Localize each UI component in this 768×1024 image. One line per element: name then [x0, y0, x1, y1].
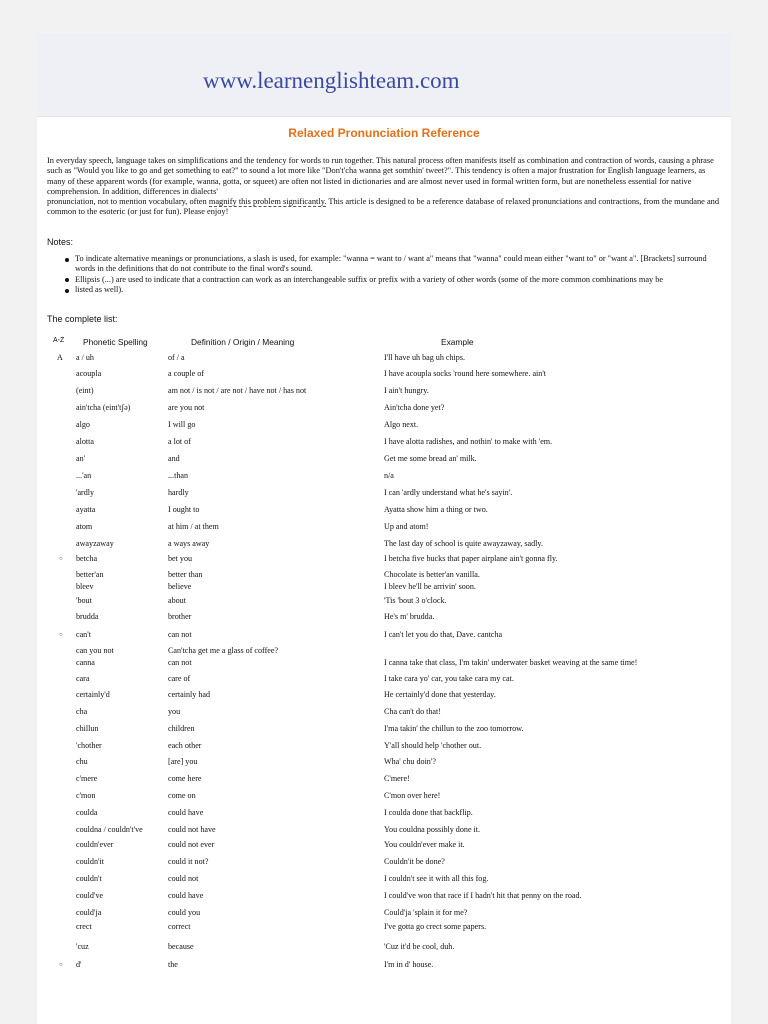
- definition-cell: care of: [168, 674, 191, 683]
- table-row: [37, 353, 731, 365]
- definition-cell: better than: [168, 570, 203, 579]
- table-row: [37, 488, 731, 500]
- definition-cell: believe: [168, 582, 192, 591]
- phonetic-cell: cara: [76, 674, 90, 683]
- table-row: [37, 522, 731, 534]
- row-letter-marker: A: [57, 353, 63, 362]
- example-cell: I have acoupla socks 'round here somewhere. ain't: [384, 369, 547, 378]
- definition-cell: could have: [168, 891, 204, 900]
- phonetic-cell: ayatta: [76, 505, 96, 514]
- phonetic-cell: c'mere: [76, 774, 98, 783]
- table-row: [37, 791, 731, 803]
- table-row: [37, 369, 731, 381]
- phonetic-cell: (eint): [76, 386, 94, 395]
- phonetic-cell: crect: [76, 922, 92, 931]
- example-cell: I bleev he'll be arrivin' soon.: [384, 582, 476, 591]
- definition-cell: am not / is not / are not / have not / has not: [168, 386, 307, 395]
- example-cell: Up and atom!: [384, 522, 429, 531]
- example-cell: Cha can't do that!: [384, 707, 441, 716]
- page-title: Relaxed Pronunciation Reference: [288, 126, 480, 140]
- column-header-phonetic: Phonetic Spelling: [83, 337, 148, 347]
- example-cell: Ayatta show him a thing or two.: [384, 505, 488, 514]
- definition-cell: [are] you: [168, 757, 198, 766]
- definition-cell: at him / at them: [168, 522, 219, 531]
- table-row: [37, 741, 731, 753]
- intro-text-2: pronunciation, not to mention vocabulary, often: [47, 197, 207, 207]
- definition-cell: could have: [168, 808, 204, 817]
- table-row: [37, 630, 731, 642]
- phonetic-cell: an': [76, 454, 86, 463]
- definition-cell: a ways away: [168, 539, 210, 548]
- phonetic-cell: brudda: [76, 612, 99, 621]
- phonetic-cell: better'an: [76, 570, 104, 579]
- phonetic-cell: a / uh: [76, 353, 94, 362]
- phonetic-cell: betcha: [76, 554, 98, 563]
- example-cell: Could'ja 'splain it for me?: [384, 908, 468, 917]
- phonetic-cell: bleev: [76, 582, 94, 591]
- phonetic-cell: awayzaway: [76, 539, 114, 548]
- definition-cell: can not: [168, 630, 192, 639]
- phonetic-cell: chu: [76, 757, 88, 766]
- table-row: [37, 554, 731, 566]
- table-row: [37, 757, 731, 769]
- table-row: [37, 960, 731, 972]
- definition-cell: about: [168, 596, 186, 605]
- phonetic-cell: couldn'ever: [76, 840, 114, 849]
- table-row: [37, 774, 731, 786]
- definition-cell: bet you: [168, 554, 193, 563]
- example-cell: I have alotta radishes, and nothin' to make with 'em.: [384, 437, 553, 446]
- table-row: [37, 403, 731, 415]
- table-row: [37, 596, 731, 608]
- phonetic-cell: couldna / couldn't've: [76, 825, 143, 834]
- phonetic-cell: ain'tcha (eint'tʃə): [76, 403, 131, 412]
- column-header-example: Example: [441, 337, 474, 347]
- table-row: [37, 808, 731, 820]
- example-cell: I could've won that race if I hadn't hit that penny on the road.: [384, 891, 582, 900]
- phonetic-cell: could've: [76, 891, 104, 900]
- example-cell: Algo next.: [384, 420, 419, 429]
- definition-cell: can not: [168, 658, 192, 667]
- table-row: [37, 646, 731, 658]
- row-letter-marker: ○: [59, 556, 63, 562]
- table-row: [37, 539, 731, 551]
- definition-cell: are you not: [168, 403, 205, 412]
- table-row: [37, 612, 731, 624]
- table-row: [37, 707, 731, 719]
- table-row: [37, 857, 731, 869]
- example-cell: C'mon over here!: [384, 791, 441, 800]
- intro-link[interactable]: magnify this problem significantly.: [208, 197, 327, 207]
- table-row: [37, 471, 731, 483]
- definition-cell: I will go: [168, 420, 196, 429]
- site-url-link[interactable]: www.learnenglishteam.com: [203, 68, 460, 93]
- page: [37, 34, 731, 1024]
- phonetic-cell: 'cuz: [76, 942, 89, 951]
- table-row: [37, 505, 731, 517]
- table-row: [37, 582, 731, 594]
- example-cell: I betcha five bucks that paper airplane ain't gonna fly.: [384, 554, 558, 563]
- example-cell: I'm in d' house.: [384, 960, 434, 969]
- table-row: [37, 942, 731, 954]
- phonetic-cell: c'mon: [76, 791, 96, 800]
- table-row: [37, 386, 731, 398]
- phonetic-cell: canna: [76, 658, 95, 667]
- pronunciation-table: [37, 34, 731, 1024]
- table-row: [37, 437, 731, 449]
- example-cell: Ain'tcha done yet?: [384, 403, 445, 412]
- phonetic-cell: d': [76, 960, 82, 969]
- table-row: [37, 825, 731, 837]
- column-header-az: A-Z: [53, 337, 65, 344]
- table-row: [37, 454, 731, 466]
- example-cell: I can 'ardly understand what he's sayin'.: [384, 488, 513, 497]
- table-row: [37, 658, 731, 670]
- phonetic-cell: coulda: [76, 808, 98, 817]
- definition-cell: of / a: [168, 353, 185, 362]
- definition-cell: ...than: [168, 471, 189, 480]
- row-letter-marker: ○: [59, 632, 63, 638]
- definition-cell: each other: [168, 741, 202, 750]
- table-row: [37, 690, 731, 702]
- phonetic-cell: certainly'd: [76, 690, 110, 699]
- phonetic-cell: can you not: [76, 646, 114, 655]
- definition-cell: a couple of: [168, 369, 204, 378]
- phonetic-cell: algo: [76, 420, 90, 429]
- definition-cell: because: [168, 942, 194, 951]
- table-row: [37, 922, 731, 934]
- definition-cell: the: [168, 960, 178, 969]
- table-row: [37, 891, 731, 903]
- definition-cell: you: [168, 707, 181, 716]
- definition-cell: come on: [168, 791, 196, 800]
- example-cell: Y'all should help 'chother out.: [384, 741, 482, 750]
- example-cell: I canna take that class, I'm takin' underwater basket weaving at the same time!: [384, 658, 638, 667]
- example-cell: You couldn'ever make it.: [384, 840, 465, 849]
- example-cell: He's m' brudda.: [384, 612, 435, 621]
- example-cell: You couldna possibly done it.: [384, 825, 481, 834]
- phonetic-cell: could'ja: [76, 908, 102, 917]
- phonetic-cell: cha: [76, 707, 88, 716]
- phonetic-cell: chillun: [76, 724, 99, 733]
- table-row: [37, 420, 731, 432]
- phonetic-cell: couldn't: [76, 874, 102, 883]
- phonetic-cell: 'chother: [76, 741, 102, 750]
- definition-cell: and: [168, 454, 180, 463]
- definition-cell: certainly had: [168, 690, 211, 699]
- intro-text-1: In everyday speech, language takes on simplifications and the tendency for words to run together. This natural process often manifests itself as combination and contraction of words, causing a phrase such as "Would you like to go and get something to eat?" to sound a lot more like "Don't'cha wanna get somthin' tweet?". This tendency is often a major frustration for English language learners, as many of these apparent words (for example, wanna, gotta, or squeet) are often not listed in dictionaries and are almost never used in formal written form, but are nonetheless essential for native comprehension. In addition, differences in dialects': [47, 156, 714, 196]
- table-row: [37, 724, 731, 736]
- note-item: To indicate alternative meanings or pronunciations, a slash is used, for example: "wanna = want to / want a" means that "wanna" could mean either "want to" or "want a". [Brackets] surround words in the definitions that do not contribute to the final word's sound.: [63, 254, 723, 275]
- table-row: [37, 570, 731, 582]
- column-header-definition: Definition / Origin / Meaning: [191, 337, 295, 347]
- phonetic-cell: ...'an: [76, 471, 92, 480]
- example-cell: I couldn't see it with all this fog.: [384, 874, 489, 883]
- example-cell: Couldn'it be done?: [384, 857, 445, 866]
- example-cell: n/a: [384, 471, 394, 480]
- example-cell: Wha' chu doin'?: [384, 757, 436, 766]
- phonetic-cell: 'bout: [76, 596, 92, 605]
- definition-cell: I ought to: [168, 505, 200, 514]
- example-cell: 'Tis 'bout 3 o'clock.: [384, 596, 447, 605]
- phonetic-cell: alotta: [76, 437, 94, 446]
- example-cell: 'Cuz it'd be cool, duh.: [384, 942, 455, 951]
- example-cell: I'll have uh bag uh chips.: [384, 353, 466, 362]
- table-row: [37, 674, 731, 686]
- notes-heading: Notes:: [47, 237, 74, 247]
- example-cell: I'ma takin' the chillun to the zoo tomorrow.: [384, 724, 524, 733]
- example-cell: I've gotta go crect some papers.: [384, 922, 487, 931]
- definition-cell: children: [168, 724, 195, 733]
- definition-cell: hardly: [168, 488, 189, 497]
- definition-cell: could you: [168, 908, 201, 917]
- example-cell: He certainly'd done that yesterday.: [384, 690, 496, 699]
- phonetic-cell: atom: [76, 522, 93, 531]
- note-item: listed as well).: [63, 285, 723, 295]
- example-cell: Chocolate is better'an vanilla.: [384, 570, 480, 579]
- list-heading: The complete list:: [47, 314, 118, 324]
- example-cell: C'mere!: [384, 774, 410, 783]
- definition-cell: correct: [168, 922, 191, 931]
- definition-cell: could it not?: [168, 857, 209, 866]
- example-cell: I ain't hungry.: [384, 386, 429, 395]
- definition-cell: could not ever: [168, 840, 215, 849]
- example-cell: I coulda done that backflip.: [384, 808, 473, 817]
- phonetic-cell: couldn'it: [76, 857, 104, 866]
- note-item: Ellipsis (...) are used to indicate that a contraction can work as an interchangeable suffix or prefix with a variety of other words (some of the more common combinations may be: [63, 275, 723, 285]
- example-cell: Get me some bread an' milk.: [384, 454, 477, 463]
- definition-cell: could not have: [168, 825, 216, 834]
- definition-cell: could not: [168, 874, 199, 883]
- definition-cell: a lot of: [168, 437, 191, 446]
- example-cell: The last day of school is quite awayzaway, sadly.: [384, 539, 543, 548]
- phonetic-cell: acoupla: [76, 369, 102, 378]
- example-cell: I take cara yo' car, you take cara my cat.: [384, 674, 514, 683]
- definition-cell: brother: [168, 612, 192, 621]
- row-letter-marker: ○: [59, 962, 63, 968]
- definition-cell: come here: [168, 774, 202, 783]
- definition-cell: Can'tcha get me a glass of coffee?: [168, 646, 279, 655]
- table-row: [37, 908, 731, 920]
- example-cell: I can't let you do that, Dave. cantcha: [384, 630, 503, 639]
- table-row: [37, 840, 731, 852]
- intro-text-3: This article is designed to be a reference database of relaxed pronunciations and contractions, from the mundane and common to the esoteric (or just for fun). Please enjoy!: [47, 197, 720, 217]
- phonetic-cell: can't: [76, 630, 91, 639]
- table-row: [37, 874, 731, 886]
- phonetic-cell: 'ardly: [76, 488, 95, 497]
